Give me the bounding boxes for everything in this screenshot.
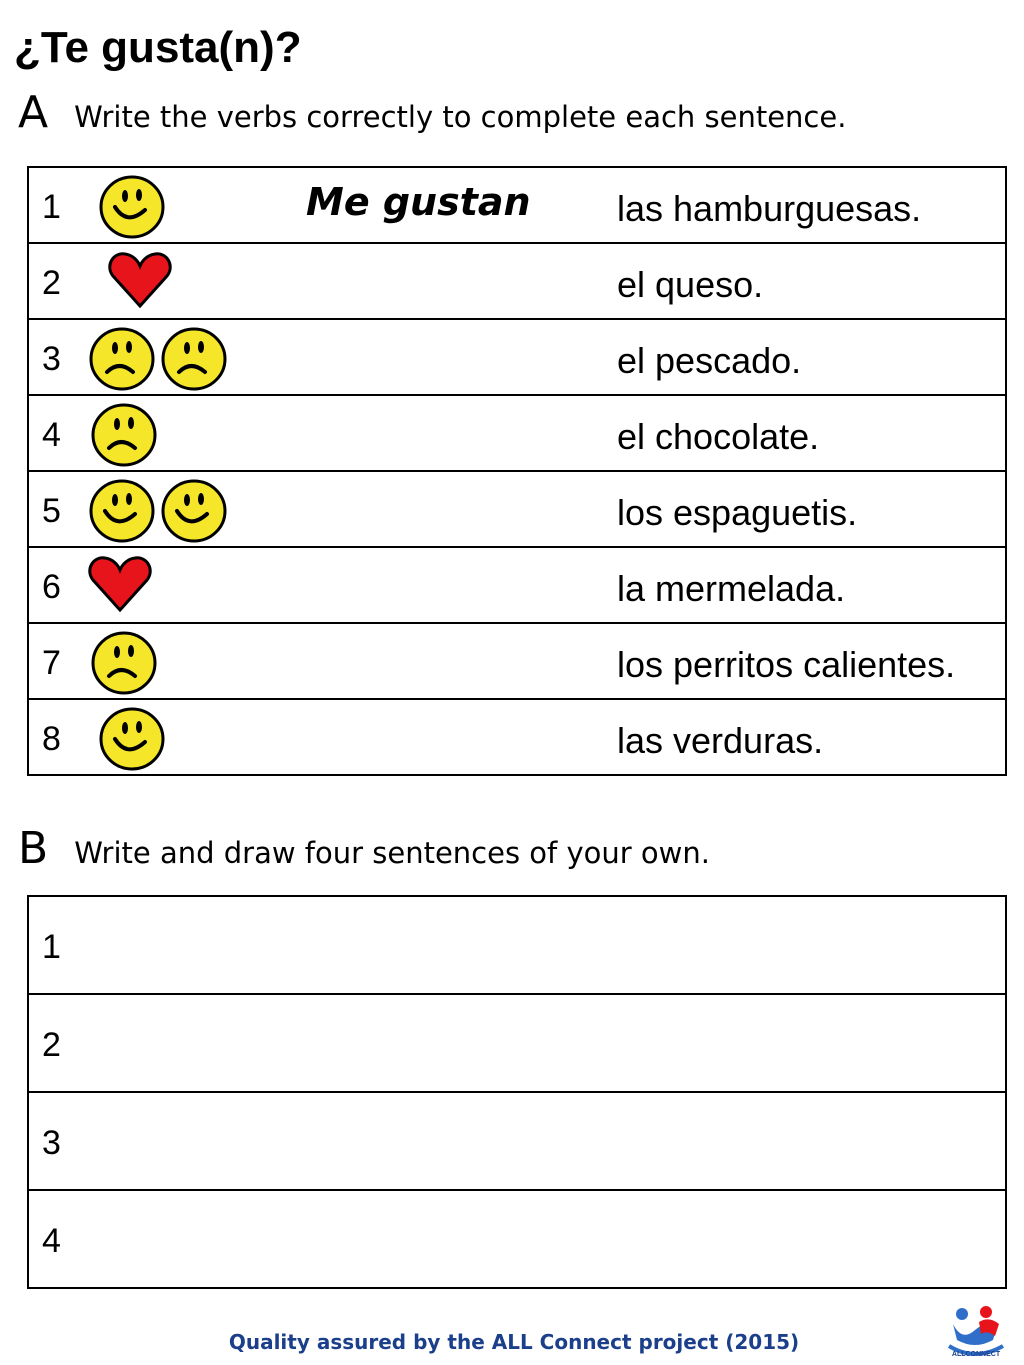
happy-face-icon bbox=[159, 478, 229, 549]
table-row bbox=[28, 1190, 1006, 1288]
sentence-phrase: las verduras. bbox=[617, 720, 824, 761]
row-number: 2 bbox=[42, 1026, 61, 1064]
sad-face-icon bbox=[159, 326, 229, 397]
row-number: 3 bbox=[42, 340, 61, 378]
row-number: 2 bbox=[42, 264, 61, 302]
table-row bbox=[28, 1092, 1006, 1190]
table-row bbox=[28, 994, 1006, 1092]
heart-icon bbox=[107, 250, 173, 315]
row-number: 4 bbox=[42, 1222, 61, 1260]
row-number: 7 bbox=[42, 644, 61, 682]
happy-face-icon bbox=[97, 174, 167, 245]
answer-field[interactable] bbox=[28, 1190, 1006, 1288]
section-b-instruction: Write and draw four sentences of your own. bbox=[74, 836, 710, 870]
heart-icon bbox=[87, 554, 153, 619]
sad-face-icon bbox=[89, 630, 159, 701]
sentence-phrase: el pescado. bbox=[617, 340, 802, 381]
happy-face-icon bbox=[97, 706, 167, 777]
sad-face-icon bbox=[87, 326, 157, 397]
page-title: ¿Te gusta(n)? bbox=[14, 23, 302, 72]
sentence-phrase: el chocolate. bbox=[617, 416, 820, 457]
section-b-letter: B bbox=[18, 823, 49, 874]
logo-wordmark: ALLCONNECT bbox=[951, 1351, 1001, 1358]
row-number: 8 bbox=[42, 720, 61, 758]
answer-field[interactable] bbox=[28, 994, 1006, 1092]
sentence-phrase: los espaguetis. bbox=[617, 492, 858, 533]
sentence-phrase: la mermelada. bbox=[617, 568, 846, 609]
feeling-icons bbox=[97, 706, 167, 777]
exercise-b-table bbox=[27, 895, 1007, 1289]
row-number: 4 bbox=[42, 416, 61, 454]
section-a-letter: A bbox=[18, 87, 49, 138]
feeling-icons bbox=[107, 250, 173, 315]
table-row bbox=[28, 243, 1006, 319]
sentence-phrase: los perritos calientes. bbox=[617, 644, 956, 685]
section-a-instruction: Write the verbs correctly to complete each sentence. bbox=[74, 100, 847, 134]
table-row bbox=[28, 547, 1006, 623]
exercise-a-table bbox=[27, 166, 1007, 776]
answer-field[interactable] bbox=[28, 896, 1006, 994]
table-row bbox=[28, 699, 1006, 775]
all-connect-logo bbox=[945, 1302, 1007, 1365]
feeling-icons bbox=[97, 174, 167, 245]
row-number: 1 bbox=[42, 188, 61, 226]
section-a-header bbox=[18, 88, 846, 138]
sentence-phrase: las hamburguesas. bbox=[617, 188, 922, 229]
row-number: 3 bbox=[42, 1124, 61, 1162]
feeling-icons bbox=[89, 402, 159, 473]
row-number: 6 bbox=[42, 568, 61, 606]
feeling-icons bbox=[87, 478, 229, 549]
table-row bbox=[28, 319, 1006, 395]
footer-credit: Quality assured by the ALL Connect project (2015) bbox=[228, 1330, 800, 1354]
feeling-icons bbox=[87, 554, 153, 619]
section-b-header bbox=[18, 824, 710, 874]
table-row bbox=[28, 395, 1006, 471]
feeling-icons bbox=[89, 630, 159, 701]
happy-face-icon bbox=[87, 478, 157, 549]
row-number: 5 bbox=[42, 492, 61, 530]
answer-field[interactable]: Me gustan bbox=[306, 180, 531, 224]
sad-face-icon bbox=[89, 402, 159, 473]
sentence-phrase: el queso. bbox=[617, 264, 764, 305]
row-number: 1 bbox=[42, 928, 61, 966]
table-row bbox=[28, 167, 1006, 243]
table-row bbox=[28, 623, 1006, 699]
table-row bbox=[28, 896, 1006, 994]
answer-field[interactable] bbox=[28, 1092, 1006, 1190]
feeling-icons bbox=[87, 326, 229, 397]
table-row bbox=[28, 471, 1006, 547]
